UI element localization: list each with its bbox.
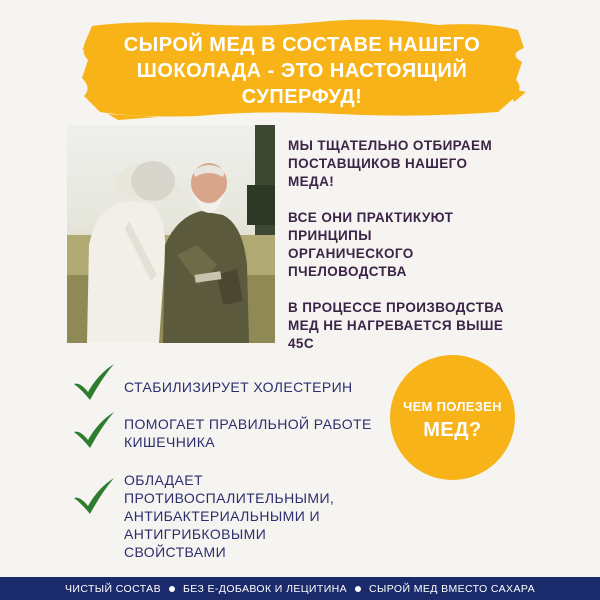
info-suppliers-line: МЫ ТЩАТЕЛЬНО ОТБИРАЕМ <box>288 138 493 153</box>
benefit-line: ПРОТИВОСПАЛИТЕЛЬНЫМИ, <box>124 490 335 506</box>
info-organic <box>288 209 548 281</box>
footer-item: СЫРОЙ МЕД ВМЕСТО САХАРА <box>369 582 535 595</box>
info-organic-line: ПЧЕЛОВОДСТВА <box>288 264 407 279</box>
title-line-1: СЫРОЙ МЕД В СОСТАВЕ НАШЕГО <box>123 34 481 56</box>
benefit-line: СВОЙСТВАМИ <box>124 544 227 560</box>
benefit-line: АНТИБАКТЕРИАЛЬНЫМИ И <box>124 508 320 524</box>
info-temperature <box>288 299 548 353</box>
bullet-dot-icon <box>355 586 361 592</box>
beekeepers-photo <box>67 125 275 343</box>
info-organic-line: ВСЕ ОНИ ПРАКТИКУЮТ <box>288 210 454 225</box>
bullet-dot-icon <box>169 586 175 592</box>
info-temperature-line: 45С <box>288 336 314 351</box>
info-suppliers-line: ПОСТАВЩИКОВ НАШЕГО <box>288 156 468 171</box>
honey-benefits-badge <box>390 355 515 480</box>
title-line-3: СУПЕРФУД! <box>241 86 363 108</box>
info-organic-line: ПРИНЦИПЫ <box>288 228 372 243</box>
benefit-text <box>124 378 353 396</box>
page-title <box>118 32 486 110</box>
check-icon <box>70 476 118 516</box>
info-suppliers-line: МЕДА! <box>288 174 335 189</box>
check-icon <box>70 410 118 450</box>
benefit-text <box>124 471 394 561</box>
footer-item: ЧИСТЫЙ СОСТАВ <box>65 582 161 595</box>
badge-line-2: МЕД? <box>423 419 482 441</box>
check-icon <box>70 362 118 402</box>
benefit-text <box>124 415 372 451</box>
benefit-line: ОБЛАДАЕТ <box>124 472 203 488</box>
info-temperature-line: МЕД НЕ НАГРЕВАЕТСЯ ВЫШЕ <box>288 318 504 333</box>
benefit-line: КИШЕЧНИКА <box>124 434 215 450</box>
title-banner <box>78 18 526 120</box>
footer-bar <box>0 577 600 600</box>
benefit-line: АНТИГРИБКОВЫМИ <box>124 526 267 542</box>
benefit-line: СТАБИЛИЗИРУЕТ ХОЛЕСТЕРИН <box>124 379 353 395</box>
footer-item: БЕЗ Е-ДОБАВОК И ЛЕЦИТИНА <box>182 582 348 595</box>
benefit-line: ПОМОГАЕТ ПРАВИЛЬНОЙ РАБОТЕ <box>124 416 372 432</box>
title-line-2: ШОКОЛАДА - ЭТО НАСТОЯЩИЙ <box>136 60 468 82</box>
info-suppliers <box>288 137 548 191</box>
info-temperature-line: В ПРОЦЕССЕ ПРОИЗВОДСТВА <box>288 300 504 315</box>
info-organic-line: ОРГАНИЧЕСКОГО <box>288 246 414 261</box>
badge-line-1: ЧЕМ ПОЛЕЗЕН <box>403 399 502 414</box>
